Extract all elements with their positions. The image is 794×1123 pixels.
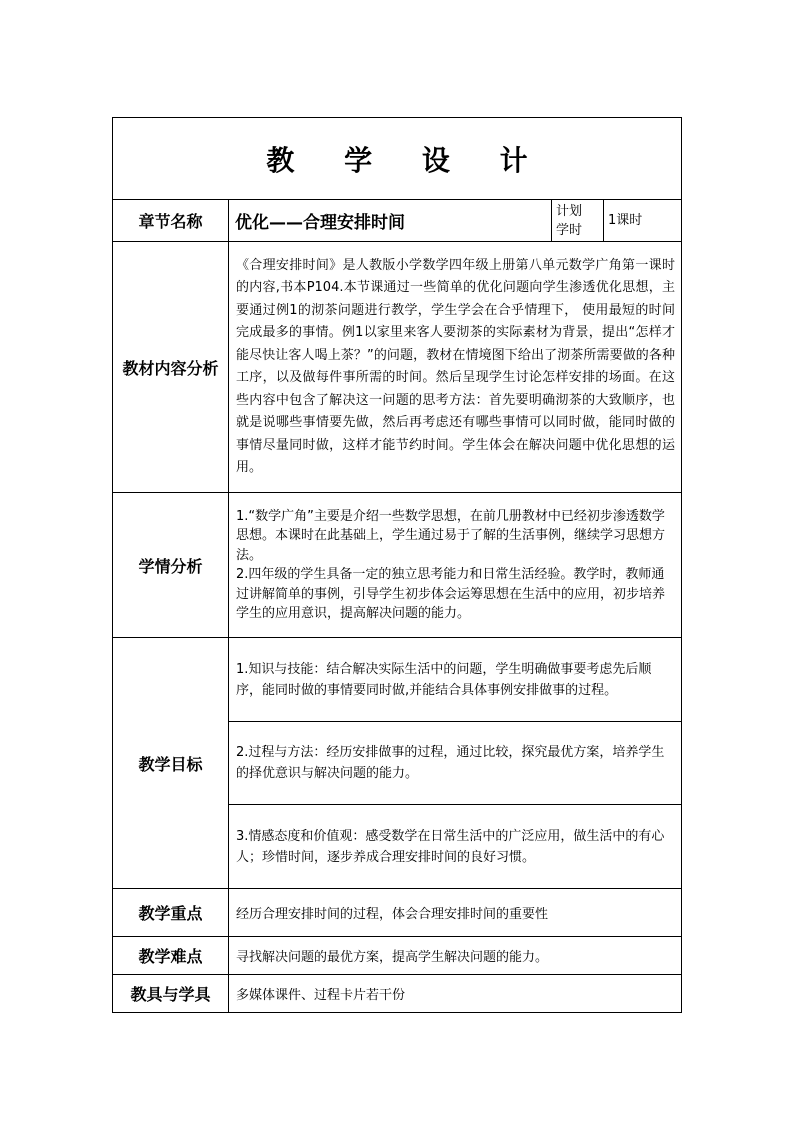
hours-label [552, 200, 604, 242]
chapter-row [113, 200, 682, 242]
goal-item: 2.过程与方法：经历安排做事的过程，通过比较，探究最优方案，培养学生的择优意识与解决问题的能力。 [229, 722, 682, 805]
materials-label: 教具与学具 [113, 975, 229, 1013]
materials-text: 多媒体课件、过程卡片若干份 [229, 975, 682, 1013]
title-row [113, 118, 682, 200]
goals-label: 教学目标 [113, 638, 229, 889]
student-analysis-item: 2.四年级的学生具备一定的独立思考能力和日常生活经验。教学时，教师通过讲解简单的事例，引导学生初步体会运筹思想在生活中的应用，初步培养学生的应用意识，提高解决问题的能力。 [236, 567, 666, 621]
goal-item: 1.知识与技能：结合解决实际生活中的问题，学生明确做事要考虑先后顺序，能同时做的事情要同时做,并能结合具体事例安排做事的过程。 [229, 638, 682, 722]
hours-label-line2: 学时 [556, 222, 583, 238]
chapter-name: 优化——合理安排时间 [229, 200, 552, 242]
hours-value: 1课时 [604, 200, 682, 242]
student-analysis-item: 1.“数学广角”主要是介绍一些数学思想，在前几册教材中已经初步渗透数学思想。本课时在此基础上，学生通过易于了解的生活事例，继续学习思想方法。 [236, 508, 666, 563]
key-points-text: 经历合理安排时间的过程，体会合理安排时间的重要性 [229, 889, 682, 937]
student-analysis-row [113, 493, 682, 638]
hours-label-line1: 计划 [556, 203, 583, 219]
goal-row [113, 638, 682, 722]
content-analysis-row [113, 242, 682, 493]
lesson-design-table [112, 117, 682, 1013]
key-points-label: 教学重点 [113, 889, 229, 937]
difficulties-text: 寻找解决问题的最优方案，提高学生解决问题的能力。 [229, 937, 682, 975]
chapter-label: 章节名称 [113, 200, 229, 242]
materials-row [113, 975, 682, 1013]
document-title: 教 学 设 计 [113, 118, 682, 200]
difficulties-row [113, 937, 682, 975]
goal-item: 3.情感态度和价值观：感受数学在日常生活中的广泛应用，做生活中的有心人；珍惜时间，逐步养成合理安排时间的良好习惯。 [229, 805, 682, 889]
student-analysis-cell [229, 493, 682, 638]
content-analysis-text: 《合理安排时间》是人教版小学数学四年级上册第八单元数学广角第一课时的内容,书本P104.本节课通过一些简单的优化问题向学生渗透优化思想，主要通过例1的沏茶问题进行教学，学生学会在合乎情理下， 使用最短的时间完成最多的事情。例1以家里来客人要沏茶的实际素材为背景，提出“怎样才能尽快让客人喝上茶？”的问题，教材在情境图下给出了沏茶所需要做的各种工序，以及做每件事所需的时间。然后呈现学生讨论怎样安排的场面。在这些内容中包含了解决这一问题的思考方法：首先要明确沏茶的大致顺序，也就是说哪些事情要先做，然后再考虑还有哪些事情可以同时做，能同时做的事情尽量同时做，这样才能节约时间。学生体会在解决问题中优化思想的运用。 [229, 242, 682, 493]
difficulties-label: 教学难点 [113, 937, 229, 975]
content-analysis-label: 教材内容分析 [113, 242, 229, 493]
student-analysis-label: 学情分析 [113, 493, 229, 638]
key-points-row [113, 889, 682, 937]
